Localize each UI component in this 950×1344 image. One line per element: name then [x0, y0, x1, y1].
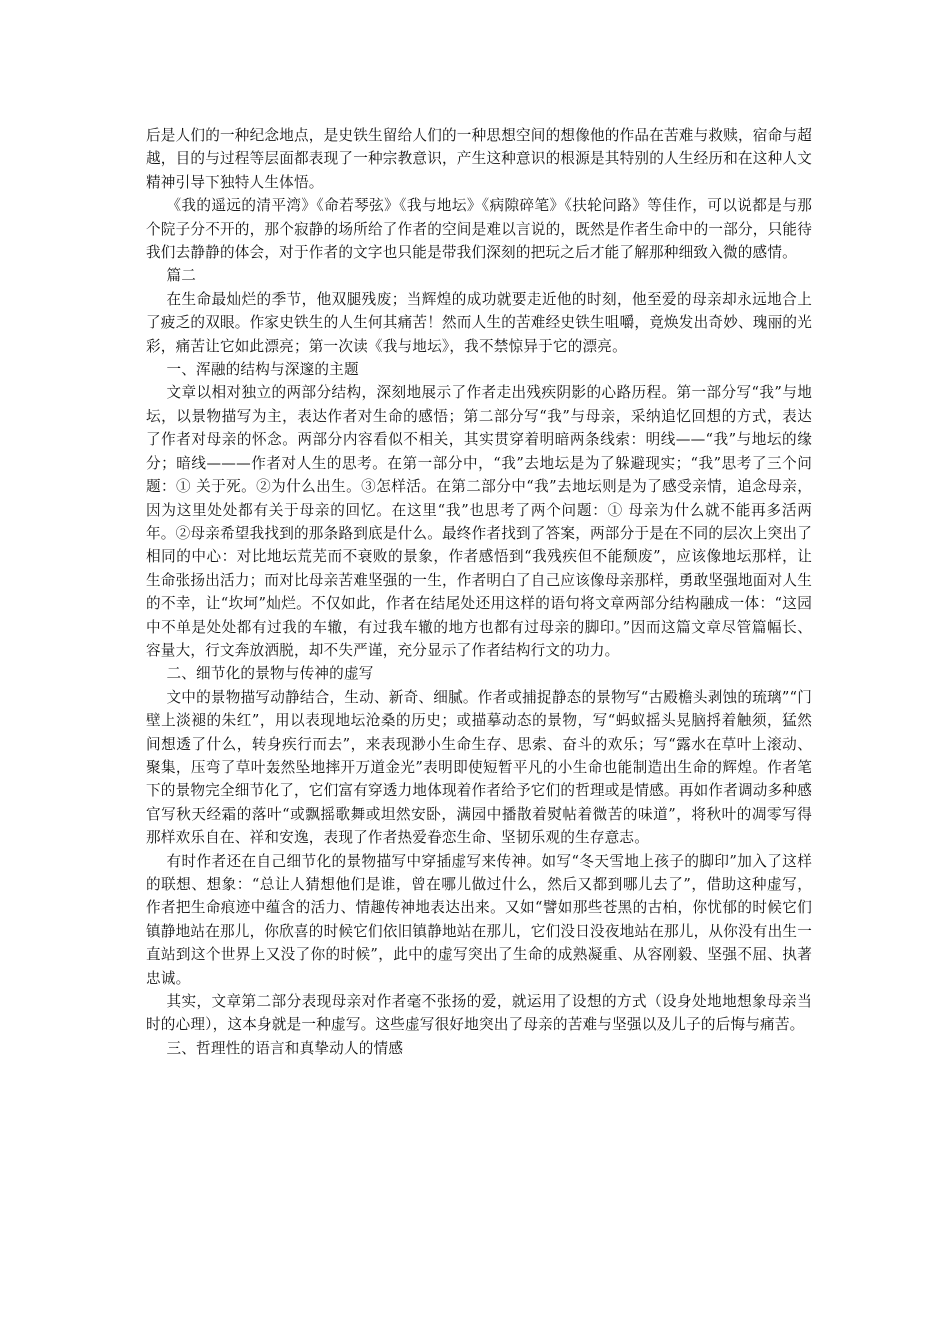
paragraph-intro: 在生命最灿烂的季节，他双腿残废；当辉煌的成功就要走近他的时刻，他至爱的母亲却永远地合上了疲乏的双眼。作家史铁生的人生何其痛苦！然而人生的苦难经史铁生咀嚼，竟焕发出奇妙、瑰丽的光彩，痛苦让它如此漂亮；第一次读《我与地坛》，我不禁惊异于它的漂亮。: [146, 290, 812, 355]
heading-scenery-virtual: 二、细节化的景物与传神的虚写: [166, 665, 374, 683]
paragraph-works: 《我的遥远的清平湾》《命若琴弦》《我与地坛》《病隙碎笔》《扶轮问路》等佳作，可以说都是与那个院子分不开的，那个寂静的场所给了作者的空间是难以言说的，既然是作者生命中的一部分，只能待我们去静静的体会，对于作者的文字也只能是带我们深刻的把玩之后才能了解那种细致入微的感情。: [146, 197, 812, 262]
paragraph-scenery: 文中的景物描写动静结合，生动、新奇、细腻。作者或捕捉静态的景物写“古殿檐头剥蚀的琉璃”“门壁上淡褪的朱红”，用以表现地坛沧桑的历史；或描摹动态的景物，写“蚂蚁摇头晃脑捋着触须，猛然间想透了什么，转身疾行而去”，来表现渺小生命生存、思索、奋斗的欢乐；写“露水在草叶上滚动、聚集，压弯了草叶轰然坠地摔开万道金光”表明即使短暂平凡的小生命也能制造出生命的辉煌。作者笔下的景物完全细节化了，它们富有穿透力地体现着作者给予它们的哲理或是情感。再如作者调动多种感官写秋天经霜的落叶“或飘摇歌舞或坦然安卧，满园中播散着熨帖着微苦的味道”，将秋叶的凋零写得那样欢乐自在、祥和安逸，表现了作者热爱眷恋生命、坚韧乐观的生存意志。: [146, 688, 812, 847]
heading-language-emotion: 三、哲理性的语言和真挚动人的情感: [166, 1039, 404, 1057]
paragraph-virtual-writing: 有时作者还在自己细节化的景物描写中穿插虚写来传神。如写“冬天雪地上孩子的脚印”加入了这样的联想、想象：“总让人猜想他们是谁，曾在哪儿做过什么，然后又都到哪儿去了”，借助这种虚写，作者把生命痕迹中蕴含的活力、情趣传神地表达出来。又如“譬如那些苍黑的古柏，你忧郁的时候它们镇静地站在那儿，你欣喜的时候它们依旧镇静地站在那儿，它们没日没夜地站在那儿，从你没有出生一直站到这个世界上又没了你的时候”，此中的虚写突出了生命的成熟凝重、从容刚毅、坚强不屈、执著忠诚。: [146, 852, 812, 987]
heading-structure-theme: 一、浑融的结构与深邃的主题: [166, 361, 359, 379]
paragraph-structure: 文章以相对独立的两部分结构，深刻地展示了作者走出残疾阴影的心路历程。第一部分写“我”与地坛，以景物描写为主，表达作者对生命的感悟；第二部分写“我”与母亲，采纳追忆回想的方式，表达了作者对母亲的怀念。两部分内容看似不相关，其实贯穿着明暗两条线索：明线——“我”与地坛的缘分；暗线———作者对人生的思考。在第一部分中，“我”去地坛是为了躲避现实；“我”思考了三个问题：① 关于死。②为什么出生。③怎样活。在第二部分中“我”去地坛则是为了感受亲情，追念母亲，因为这里处处都有关于母亲的回忆。在这里“我”也思考了两个问题：① 母亲为什么就不能再多活两年。②母亲希望我找到的那条路到底是什么。最终作者找到了答案，两部分于是在不同的层次上突出了相同的中心：对比地坛荒芜而不衰败的景象，作者感悟到“我残疾但不能颓废”，应该像地坛那样，让生命张扬出活力；而对比母亲苦难坚强的一生，作者明白了自己应该像母亲那样，勇敢坚强地面对人生的不幸，让“坎坷”灿烂。不仅如此，作者在结尾处还用这样的语句将文章两部分结构融成一体：“这园中不单是处处都有过我的车辙，有过我车辙的地方也都有过母亲的脚印。”因而这篇文章尽管篇幅长、容量大，行文奔放洒脱，却不失严谨，充分显示了作者结构行文的功力。: [146, 384, 812, 659]
paragraph-mother: 其实，文章第二部分表现母亲对作者毫不张扬的爱，就运用了设想的方式（设身处地地想象母亲当时的心理），这本身就是一种虚写。这些虚写很好地突出了母亲的苦难与坚强以及儿子的后悔与痛苦。: [146, 993, 812, 1034]
section-label-part-two: 篇二: [166, 267, 197, 285]
document-body: [146, 124, 812, 1060]
paragraph-continuation: 后是人们的一种纪念地点，是史铁生留给人们的一种思想空间的想像他的作品在苦难与救赎，宿命与超越，目的与过程等层面都表现了一种宗教意识，产生这种意识的根源是其特别的人生经历和在这种人文精神引导下独特人生体悟。: [146, 127, 812, 191]
